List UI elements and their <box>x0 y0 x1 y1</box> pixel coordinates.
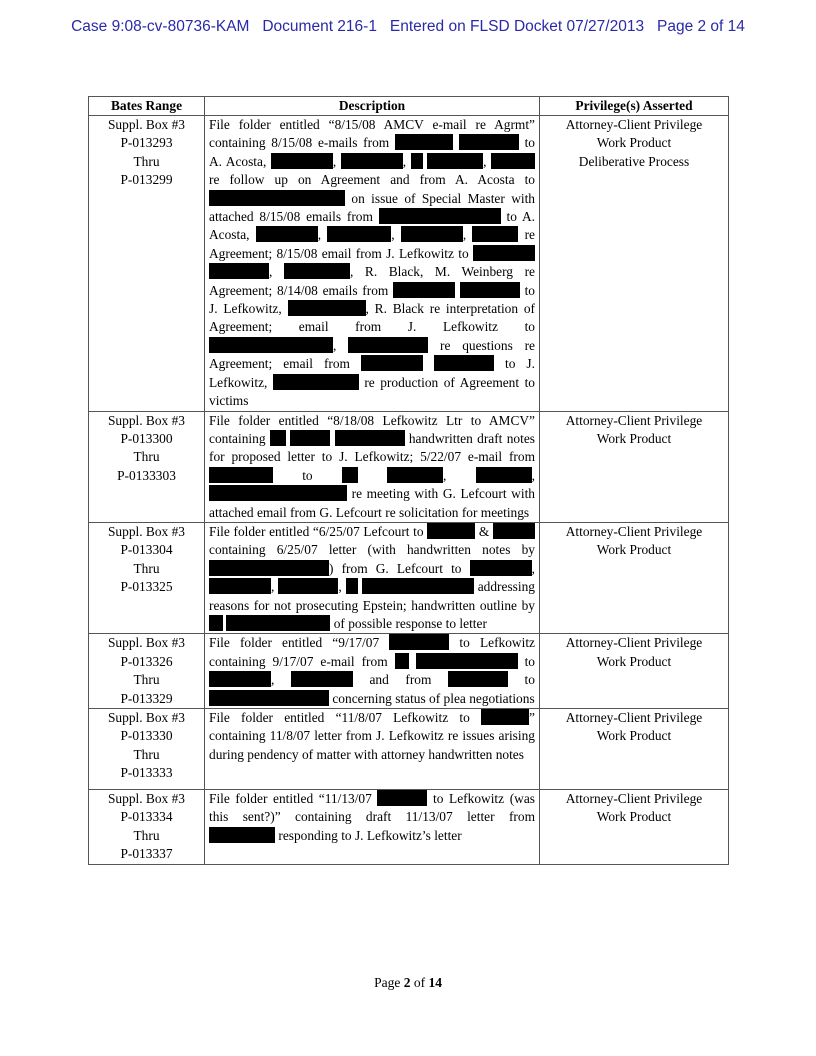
description-text: , <box>402 153 407 169</box>
redaction-block <box>209 827 275 843</box>
bates-range-cell <box>89 411 205 522</box>
docket-header-stamp: Case 9:08-cv-80736-KAM Document 216-1 Entered on FLSD Docket 07/27/2013 Page 2 of 14 <box>71 18 745 35</box>
redaction-block <box>335 430 405 446</box>
table-row <box>89 634 729 709</box>
description-text: to J. Lefkowitz, <box>209 282 535 317</box>
bates-range-cell <box>89 790 205 865</box>
description-text: re meeting with G. Lefcourt with attached email from G. Lefcourt re solicitation for meetings <box>209 486 535 520</box>
table-header-row <box>89 97 729 116</box>
redaction-block <box>379 208 501 224</box>
description-cell <box>205 522 540 633</box>
description-text: File folder entitled “11/13/07 <box>209 791 372 806</box>
redaction-block <box>434 355 494 371</box>
redaction-block <box>271 153 333 169</box>
description-text: & <box>478 523 490 539</box>
privileges-cell <box>540 790 729 865</box>
description-text: re questions re Agreement; email from <box>209 337 535 372</box>
table-row <box>89 116 729 412</box>
description-text: , <box>483 153 487 169</box>
description-text: , <box>531 560 535 576</box>
description-text: to <box>302 467 313 483</box>
redaction-block <box>395 134 453 150</box>
description-text: File folder entitled “6/25/07 Lefcourt to <box>209 523 424 539</box>
bates-start: P-013330 <box>120 728 173 744</box>
redaction-block <box>491 153 535 169</box>
privilege-item: Work Product <box>596 653 672 669</box>
footer-current-page: 2 <box>403 975 411 990</box>
bates-box: Suppl. Box #3 <box>107 791 185 806</box>
description-text: , <box>338 579 342 595</box>
privilege-item: Attorney-Client Privilege <box>565 523 703 539</box>
privileges-cell <box>540 709 729 790</box>
bates-end: P-013329 <box>120 690 173 706</box>
bates-thru: Thru <box>133 153 160 169</box>
redaction-block <box>476 467 532 483</box>
redaction-block <box>401 226 463 242</box>
redaction-block <box>459 134 519 150</box>
redaction-block <box>256 226 318 242</box>
privilege-item: Attorney-Client Privilege <box>565 791 703 806</box>
redaction-block <box>393 282 455 298</box>
column-header-bates: Bates Range <box>89 97 205 116</box>
description-text: handwritten draft notes for proposed letter to J. Lefkowitz; 5/22/07 e-mail from <box>209 430 535 465</box>
footer-middle: of <box>410 975 429 990</box>
bates-box: Suppl. Box #3 <box>107 710 185 725</box>
bates-range-cell <box>89 116 205 412</box>
redaction-block <box>473 245 535 261</box>
privilege-item: Work Product <box>596 809 672 825</box>
table-row <box>89 709 729 790</box>
redaction-block <box>288 300 366 316</box>
privilege-item: Attorney-Client Privilege <box>565 710 703 725</box>
privileges-cell <box>540 116 729 412</box>
bates-box: Suppl. Box #3 <box>107 412 185 428</box>
description-text: File folder entitled “11/8/07 Lefkowitz to <box>209 710 470 725</box>
description-text: , <box>269 264 273 280</box>
redaction-block <box>209 690 329 706</box>
description-text: to <box>524 653 535 669</box>
table-row <box>89 522 729 633</box>
redaction-block <box>290 430 330 446</box>
bates-end: P-013337 <box>120 846 173 862</box>
description-text: , <box>317 227 322 243</box>
description-text: to A. Acosta, <box>209 209 535 243</box>
description-text: of possible response to letter <box>333 615 487 631</box>
redaction-block <box>209 485 347 501</box>
redaction-block <box>472 226 518 242</box>
redaction-block <box>209 467 273 483</box>
redaction-block <box>226 615 330 631</box>
privilege-item: Attorney-Client Privilege <box>565 635 703 651</box>
redaction-block <box>327 226 391 242</box>
description-text: concerning status of plea negotiations <box>332 690 535 706</box>
privileges-cell <box>540 411 729 522</box>
description-text: on issue of Special Master with attached 8/15/08 emails from <box>209 190 536 225</box>
redaction-block <box>209 578 271 594</box>
description-text: containing 6/25/07 letter (with handwritten notes by <box>209 542 535 558</box>
privilege-item: Work Product <box>596 430 672 446</box>
redaction-block <box>361 355 423 371</box>
description-text: File folder entitled “8/18/08 Lefkowitz Ltr to AMCV” containing <box>209 412 535 446</box>
column-header-description: Description <box>205 97 540 116</box>
redaction-block <box>348 337 428 353</box>
description-text: , <box>391 227 395 243</box>
redaction-block <box>395 653 409 669</box>
bates-start: P-013300 <box>120 430 173 446</box>
footer-total-pages: 14 <box>428 975 442 990</box>
description-text: File folder entitled “9/17/07 <box>209 635 380 651</box>
redaction-block <box>460 282 520 298</box>
description-text: re follow up on Agreement and from A. Acosta to <box>209 172 535 188</box>
bates-end: P-013325 <box>120 579 173 595</box>
bates-range-cell <box>89 709 205 790</box>
redaction-block <box>362 578 474 594</box>
privileges-cell <box>540 634 729 709</box>
privilege-item: Attorney-Client Privilege <box>565 117 703 132</box>
redaction-block <box>427 523 475 539</box>
bates-box: Suppl. Box #3 <box>107 117 185 132</box>
redaction-block <box>209 560 329 576</box>
redaction-block <box>209 615 223 631</box>
redaction-block <box>291 671 353 687</box>
redaction-block <box>346 578 358 594</box>
description-text: addressing reasons for not prosecuting Epstein; handwritten outline by <box>209 579 535 613</box>
description-text: to A. Acosta, <box>209 135 535 169</box>
redaction-block <box>427 153 483 169</box>
description-text: , <box>443 467 447 483</box>
bates-start: P-013326 <box>120 653 173 669</box>
description-text: ) from G. Lefcourt to <box>329 560 462 576</box>
bates-end: P-0133303 <box>117 467 176 483</box>
column-header-privileges: Privilege(s) Asserted <box>540 97 729 116</box>
redaction-block <box>411 153 423 169</box>
bates-thru: Thru <box>133 672 160 688</box>
redaction-block <box>493 523 535 539</box>
redaction-block <box>209 671 271 687</box>
bates-start: P-013293 <box>120 135 173 151</box>
description-cell <box>205 634 540 709</box>
redaction-block <box>341 153 403 169</box>
privilege-item: Deliberative Process <box>578 153 690 169</box>
bates-box: Suppl. Box #3 <box>107 635 185 651</box>
description-text: re Agreement; 8/15/08 email from J. Lefkowitz to <box>209 227 535 261</box>
redaction-block <box>387 467 443 483</box>
description-text: , R. Black, M. Weinberg re Agreement; 8/14/08 emails from <box>209 264 535 298</box>
description-text: to <box>524 672 535 688</box>
table-row <box>89 790 729 865</box>
bates-thru: Thru <box>133 746 160 762</box>
redaction-block <box>278 578 338 594</box>
description-text: responding to J. Lefkowitz’s letter <box>278 827 462 843</box>
bates-thru: Thru <box>133 560 160 576</box>
redaction-block <box>377 790 427 806</box>
privilege-item: Work Product <box>596 542 672 558</box>
bates-box: Suppl. Box #3 <box>107 523 185 539</box>
description-text: to J. Lefkowitz, <box>209 356 535 390</box>
bates-thru: Thru <box>133 827 160 843</box>
description-text: , <box>271 579 275 595</box>
table-row <box>89 411 729 522</box>
redaction-block <box>416 653 518 669</box>
bates-range-cell <box>89 522 205 633</box>
redaction-block <box>342 467 358 483</box>
bates-end: P-013333 <box>120 765 173 781</box>
redaction-block <box>209 263 269 279</box>
footer-prefix: Page <box>374 975 404 990</box>
description-text: File folder entitled “8/15/08 AMCV e-mail re Agrmt” containing 8/15/08 e-mails from <box>209 117 535 151</box>
description-text: ” containing 11/8/07 letter from J. Lefkowitz re issues arising during pendency of matter with attorney handwritten notes <box>209 710 535 762</box>
description-text: to Lefkowitz (was this sent?)” containing draft 11/13/07 letter from <box>209 791 535 825</box>
description-text: re production of Agreement to victims <box>209 374 535 409</box>
description-cell <box>205 411 540 522</box>
description-text: , R. Black re interpretation of Agreement; email from J. Lefkowitz to <box>209 301 535 335</box>
description-text: , <box>462 227 467 243</box>
redaction-block <box>273 374 359 390</box>
page-footer <box>0 975 816 991</box>
redaction-block <box>389 634 449 650</box>
privilege-item: Work Product <box>596 135 672 151</box>
bates-start: P-013304 <box>120 542 173 558</box>
privileges-cell <box>540 522 729 633</box>
redaction-block <box>470 560 532 576</box>
bates-thru: Thru <box>133 449 160 465</box>
redaction-block <box>284 263 350 279</box>
description-cell <box>205 116 540 412</box>
bates-range-cell <box>89 634 205 709</box>
description-cell <box>205 709 540 790</box>
redaction-block <box>270 430 286 446</box>
description-cell <box>205 790 540 865</box>
description-text: , <box>531 467 535 483</box>
bates-end: P-013299 <box>120 172 173 188</box>
description-text: to Lefkowitz containing 9/17/07 e-mail from <box>209 635 535 669</box>
description-text: , <box>333 337 337 353</box>
privilege-log-table <box>88 96 729 865</box>
description-text: , <box>271 672 275 688</box>
redaction-block <box>209 190 345 206</box>
redaction-block <box>448 671 508 687</box>
bates-start: P-013334 <box>120 809 173 825</box>
description-text: and from <box>369 672 432 688</box>
redaction-block <box>481 709 529 725</box>
privilege-item: Work Product <box>596 728 672 744</box>
redaction-block <box>209 337 333 353</box>
privilege-item: Attorney-Client Privilege <box>565 412 703 428</box>
description-text: , <box>332 153 337 169</box>
